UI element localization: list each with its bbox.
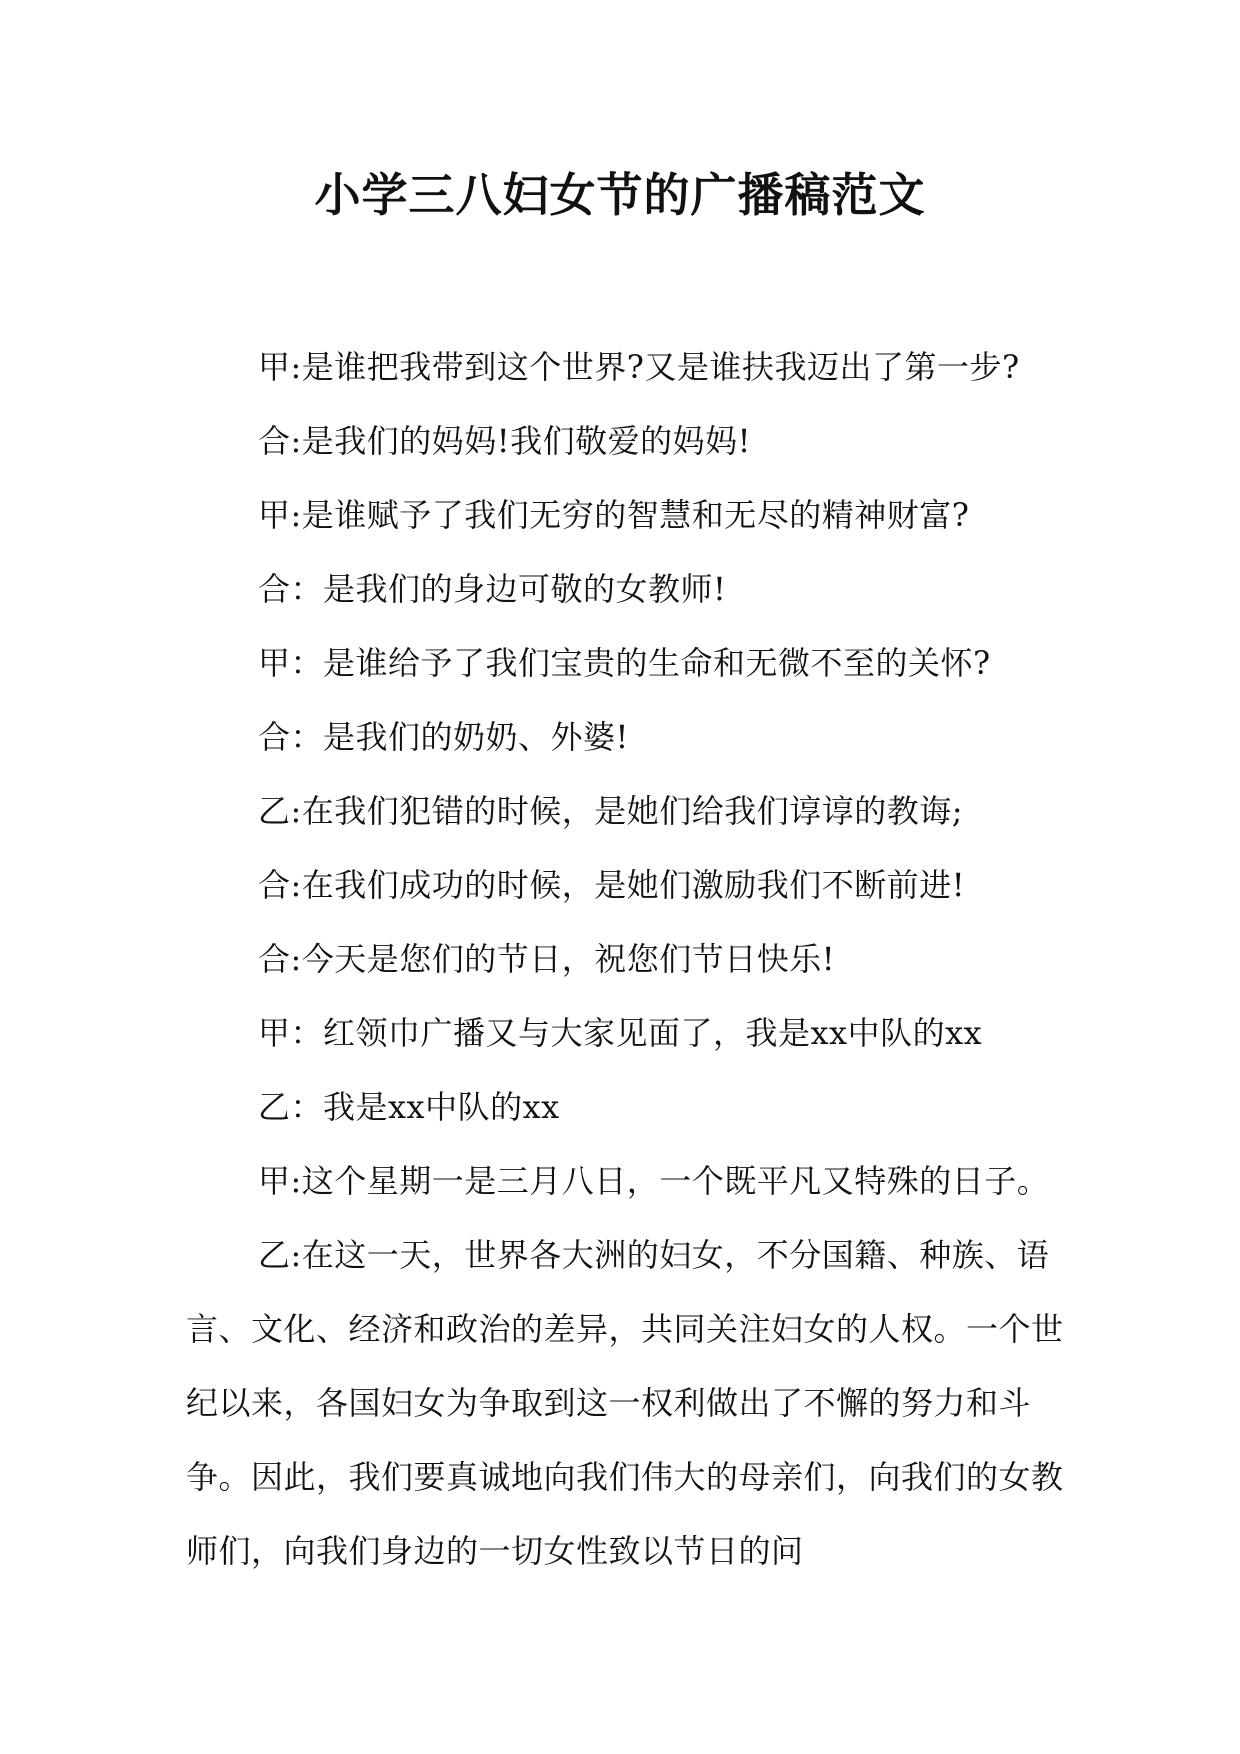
paragraph: 合：是我们的身边可敬的女教师!: [258, 570, 727, 608]
page-title: 小学三八妇女节的广播稿范文: [314, 168, 926, 222]
paragraph: 合:今天是您们的节日，祝您们节日快乐!: [258, 940, 836, 978]
paragraph: 甲:是谁把我带到这个世界?又是谁扶我迈出了第一步?: [258, 348, 1020, 386]
paragraph: 甲:是谁赋予了我们无穷的智慧和无尽的精神财富?: [258, 496, 970, 534]
paragraph: 合：是我们的奶奶、外婆!: [258, 718, 629, 756]
document-body: [186, 330, 1066, 1588]
paragraph: 合:是我们的妈妈!我们敬爱的妈妈!: [258, 422, 752, 460]
paragraph: 乙：我是xx中队的xx: [258, 1088, 560, 1126]
paragraph: 乙:在我们犯错的时候，是她们给我们谆谆的教诲;: [258, 792, 964, 830]
paragraph: 乙:在这一天，世界各大洲的妇女，不分国籍、种族、语言、文化、经济和政治的差异，共同关注妇女的人权。一个世纪以来，各国妇女为争取到这一权利做出了不懈的努力和斗争。因此，我们要真诚地向我们伟大的母亲们，向我们的女教师们，向我们身边的一切女性致以节日的问: [186, 1236, 1064, 1570]
paragraph: 甲:这个星期一是三月八日，一个既平凡又特殊的日子。: [258, 1162, 1050, 1200]
paragraph: 合:在我们成功的时候，是她们激励我们不断前进!: [258, 866, 966, 904]
paragraph: 甲：是谁给予了我们宝贵的生命和无微不至的关怀?: [258, 644, 991, 682]
paragraph: 甲：红领巾广播又与大家见面了，我是xx中队的xx: [258, 1014, 983, 1052]
